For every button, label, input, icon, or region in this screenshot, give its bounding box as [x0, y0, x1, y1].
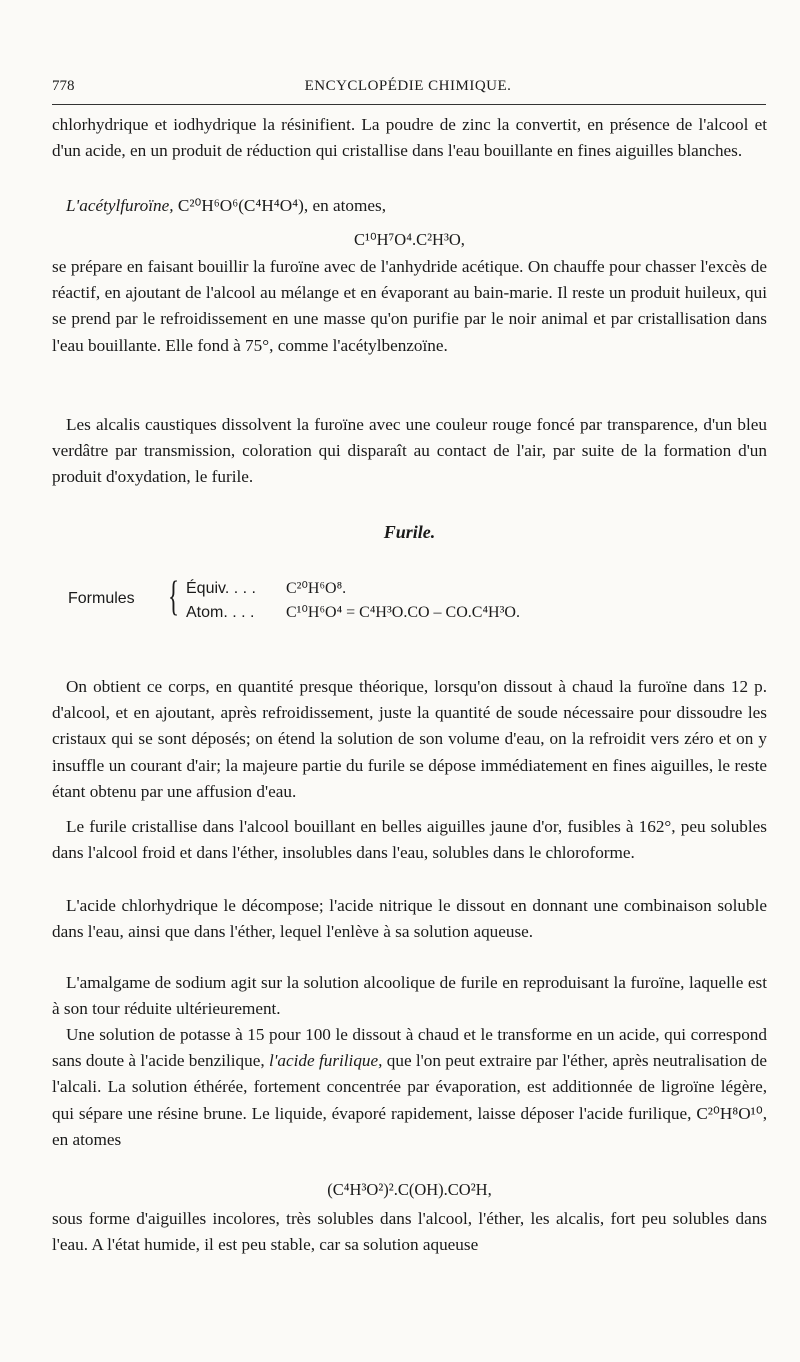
- formulas-label: Formules: [68, 590, 135, 607]
- formula-acetylfuroine-atoms: C¹⁰H⁷O⁴.C²H³O,: [354, 230, 465, 249]
- paragraph-4: Les alcalis caustiques dissolvent la furoïne avec une couleur rouge foncé par transparence, d'un bleu verdâtre par transmission, coloration qui disparaît au contact de l'air, par suite de la formation d'un produit d'oxydation, le furile.: [52, 415, 767, 487]
- paragraph-acetylfuroine: [52, 193, 767, 219]
- p9-part-a: Une solution de potasse à 15 pour 100 le dissout à chaud et le transforme en un acide, qui correspond sans doute à l'acide benzilique,: [52, 1025, 767, 1071]
- formula-value: C¹⁰H⁶O⁴ = C⁴H³O.CO – CO.C⁴H³O.: [286, 604, 520, 621]
- brace: {: [168, 574, 180, 620]
- formula-furilic-acid: (C⁴H³O²)².C(OH).CO²H,: [327, 1180, 492, 1199]
- paragraph-7: L'acide chlorhydrique le décompose; l'acide nitrique le dissout en donnant une combinaison soluble dans l'eau, ainsi que dans l'éther, lequel l'enlève à sa solution aqueuse.: [52, 896, 767, 942]
- acetylfuroine-formula-text: C²⁰H⁶O⁶(C⁴H⁴O⁴), en atomes,: [173, 196, 386, 215]
- header-rule: [52, 104, 766, 105]
- formula-key: Équiv. . . .: [186, 580, 256, 597]
- running-title: ENCYCLOPÉDIE CHIMIQUE.: [304, 78, 512, 94]
- paragraph-1: chlorhydrique et iodhydrique la résinifient. La poudre de zinc la convertit, en présence de l'alcool et d'un acide, en un produit de réduction qui cristallise dans l'eau bouillante en fines aiguilles blanches.: [52, 115, 767, 161]
- paragraph-9: [52, 1022, 767, 1153]
- page-number: 778: [52, 78, 75, 94]
- paragraph-5: On obtient ce corps, en quantité presque théorique, lorsqu'on dissout à chaud la furoïne dans 12 p. d'alcool, et en ajoutant, après refroidissement, juste la quantité de soude nécessaire pour dissoudre les cristaux qui se sont déposés; on étend la solution de son volume d'eau, on la refroidit vers zéro et on y insuffle un courant d'air; la majeure partie du furile se dépose immédiatement en fines aiguilles, le reste étant obtenu par une affusion d'eau.: [52, 677, 767, 801]
- formulas-table: [68, 574, 748, 628]
- formula-key: Atom. . . .: [186, 604, 255, 621]
- paragraph-10: sous forme d'aiguilles incolores, très solubles dans l'alcool, l'éther, les alcalis, fort peu solubles dans l'eau. A l'état humide, il est peu stable, car sa solution aqueuse: [52, 1209, 767, 1255]
- paragraph-6: Le furile cristallise dans l'alcool bouillant en belles aiguilles jaune d'or, fusibles à 162°, peu solubles dans l'alcool froid et dans l'éther, insolubles dans l'eau, solubles dans le chloroforme.: [52, 817, 767, 863]
- term-acide-furilique: l'acide furilique,: [268, 1051, 383, 1071]
- paragraph-3: se prépare en faisant bouillir la furoïne avec de l'anhydride acétique. On chauffe pour chasser l'excès de réactif, en ajoutant de l'alcool au mélange et en évaporant au bain-marie. Il reste un produit huileux, qui se prend par le refroidissement en une masse qu'on purifie par le noir animal et par cristallisation dans l'eau bouillante. Elle fond à 75°, comme l'acétylbenzoïne.: [52, 257, 767, 355]
- page-header: [52, 78, 764, 102]
- term-acetylfuroine: L'acétylfuroïne,: [66, 196, 174, 215]
- formula-value: C²⁰H⁶O⁸.: [286, 580, 347, 597]
- formula-row-atom: [186, 602, 520, 622]
- formula-row-equiv: [186, 578, 346, 598]
- paragraph-8: L'amalgame de sodium agit sur la solution alcoolique de furile en reproduisant la furoïne, laquelle est à son tour réduite ultérieurement.: [52, 973, 767, 1019]
- p9-part-b: que l'on peut extraire par l'éther, après neutralisation de l'alcali. La solution éthérée, fortement concentrée par évaporation, est additionnée de ligroïne légère, qui sépare une résine brune. Le liquide, évaporé rapidement, laisse déposer l'acide furilique, C²⁰H⁸O¹⁰, en atomes: [52, 1051, 767, 1149]
- section-title: Furile.: [383, 522, 436, 542]
